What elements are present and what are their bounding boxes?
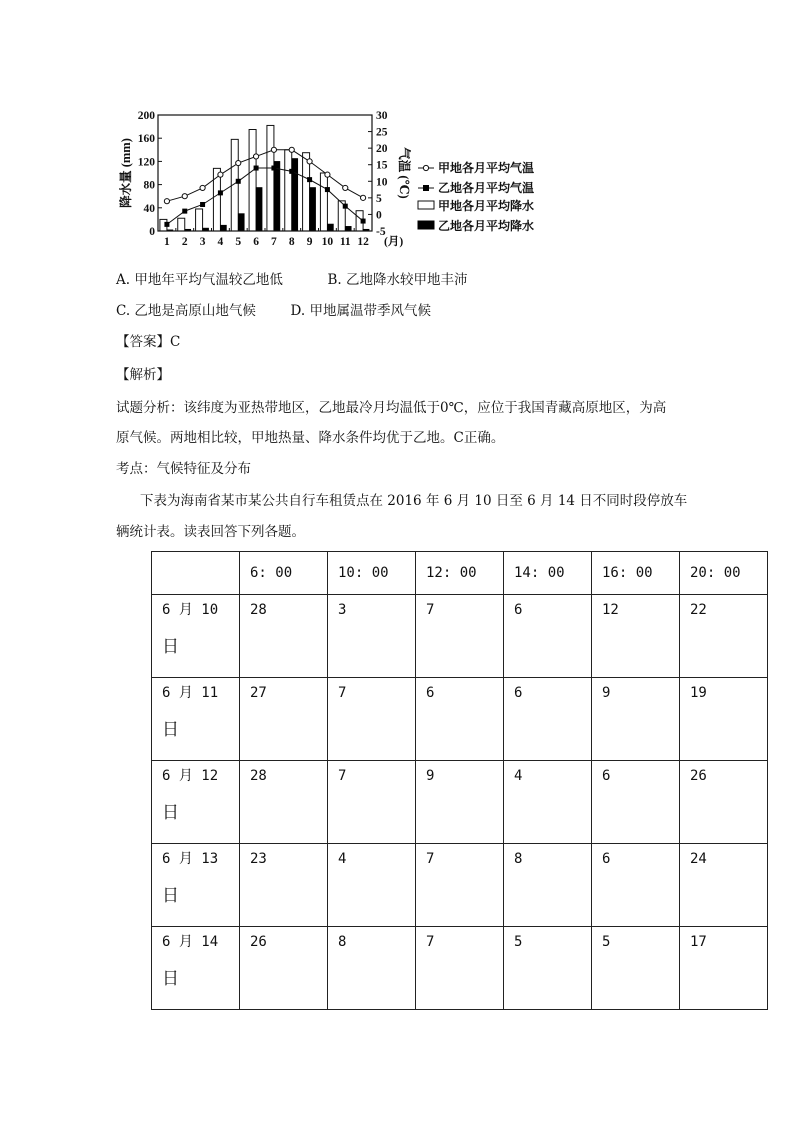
legend-label: 乙地各月平均气温 [438,181,535,195]
legend-label: 乙地各月平均降水 [438,219,535,233]
x-tick-label: 6 [253,236,259,248]
option-a: A. 甲地年平均气温较乙地低 [116,272,283,288]
bar-yi-precip [256,188,262,232]
bar-jia-precip [249,130,256,232]
date-label-day: 日 [162,969,179,989]
table-cell: 26 [680,761,768,844]
point-jia-temp [271,147,276,152]
bar-yi-precip [220,225,226,231]
x-tick-label: 11 [339,236,351,248]
table-cell: 28 [240,595,328,678]
point-jia-temp [164,199,169,204]
table-cell: 17 [680,927,768,1010]
point-jia-temp [343,185,348,190]
table-cell: 6 [504,678,592,761]
table-cell: 12 [592,595,680,678]
legend-marker-jia [423,165,428,170]
analysis-line-2: 原气候。两地相比较，甲地热量、降水条件均优于乙地。C正确。 [116,430,505,446]
analysis-line-1: 试题分析：该纬度为亚热带地区，乙地最冷月均温低于0℃，应位于我国青藏高原地区，为高 [116,400,667,416]
table-cell: 26 [240,927,328,1010]
table-cell: 7 [416,595,504,678]
left-tick-label: 120 [137,156,155,169]
x-tick-label: 9 [306,236,313,248]
x-tick-label: 3 [199,236,206,248]
table-cell: 24 [680,844,768,927]
x-tick-label: 2 [181,236,188,248]
point-yi-temp [325,187,330,192]
table-cell: 9 [592,678,680,761]
right-tick-label: 15 [376,159,388,172]
date-label-day: 日 [162,886,179,906]
intro-line-1: 下表为海南省某市某公共自行车租赁点在 2016 年 6 月 10 日至 6 月 14 日不同时段停放车 [140,493,688,509]
point-jia-temp [218,172,223,177]
bar-yi-precip [310,188,316,232]
date-label-day: 日 [162,637,179,657]
x-tick-label: 8 [288,236,295,248]
right-tick-label: 30 [376,110,388,122]
table-cell: 8 [504,844,592,927]
legend-marker-yi [423,185,429,191]
y-axis-title: 降水量 (mm) [119,138,133,208]
date-label: 6 月 12 [162,768,219,784]
line-jia-temp [167,150,363,201]
table-row [152,678,768,761]
bar-jia-precip [320,173,327,231]
point-jia-temp [360,195,365,200]
table-date-cell [152,595,240,678]
x-tick-label: 7 [271,236,277,248]
right-tick-label: 10 [376,176,388,189]
y2-axis-title: 气温 (℃) [397,147,411,199]
table-row [152,927,768,1010]
bike-count-table [151,551,768,1010]
table-header-cell: 20: 00 [680,552,768,595]
x-tick-label: 1 [164,236,170,248]
climate-chart [118,106,568,258]
bar-yi-precip [345,226,351,231]
table-cell: 7 [416,844,504,927]
table-header-cell: 10: 00 [328,552,416,595]
table-cell: 5 [592,927,680,1010]
date-label-day: 日 [162,803,179,823]
point-jia-temp [325,172,330,177]
table-cell: 7 [416,927,504,1010]
point-yi-temp [254,166,259,171]
point-yi-temp [236,179,241,184]
x-tick-label: 4 [217,236,224,248]
table-cell: 6 [416,678,504,761]
point-jia-temp [307,159,312,164]
point-yi-temp [343,204,348,209]
right-tick-label: 0 [376,209,382,222]
right-tick-label: 5 [376,192,382,205]
table-cell: 8 [328,927,416,1010]
table-date-cell [152,761,240,844]
table-cell: 5 [504,927,592,1010]
table-cell: 9 [416,761,504,844]
legend-label: 甲地各月平均气温 [438,161,535,175]
legend-label: 甲地各月平均降水 [438,199,535,213]
table-row [152,595,768,678]
date-label-day: 日 [162,720,179,740]
bar-yi-precip [238,214,244,231]
left-tick-label: 40 [143,202,155,215]
table-cell: 7 [328,761,416,844]
right-tick-label: 20 [376,143,388,156]
table-cell: 4 [504,761,592,844]
point-jia-temp [253,154,258,159]
table-cell: 6 [592,844,680,927]
right-tick-label: -5 [376,226,386,238]
x-tick-label: 10 [321,236,334,248]
table-cell: 6 [592,761,680,844]
table-cell: 6 [504,595,592,678]
left-tick-label: 160 [137,133,155,146]
table-date-cell [152,927,240,1010]
point-jia-temp [236,160,241,165]
intro-line-2: 辆统计表。读表回答下列各题。 [116,524,305,540]
table-cell: 4 [328,844,416,927]
point-yi-temp [289,169,294,174]
analysis-title: 【解析】 [116,367,170,383]
bar-jia-precip [267,125,274,231]
point-yi-temp [182,209,187,214]
point-yi-temp [361,219,366,224]
table-cell: 28 [240,761,328,844]
bar-jia-precip [196,209,203,231]
table-header-cell: 14: 00 [504,552,592,595]
bar-jia-precip [285,150,292,231]
chart-plot-area [160,125,369,231]
point-yi-temp [307,177,312,182]
date-label: 6 月 10 [162,602,219,618]
bar-jia-precip [178,218,185,231]
table-header-cell: 16: 00 [592,552,680,595]
chart-legend [418,160,534,233]
x-tick-label: 12 [357,236,369,248]
bar-jia-precip [303,153,310,231]
right-tick-label: 25 [376,126,388,139]
table-cell: 23 [240,844,328,927]
point-yi-temp [200,202,205,207]
table-header-cell: 6: 00 [240,552,328,595]
left-tick-label: 0 [149,226,155,238]
point-yi-temp [271,166,276,171]
table-row [152,761,768,844]
option-c-d [116,299,431,319]
table-header-cell: 12: 00 [416,552,504,595]
table-date-cell [152,678,240,761]
answer-line: 【答案】C [116,334,181,350]
point-yi-temp [164,222,169,227]
table-cell: 22 [680,595,768,678]
point-jia-temp [289,147,294,152]
option-d: D. 甲地属温带季风气候 [290,303,431,319]
table-cell: 27 [240,678,328,761]
date-label: 6 月 13 [162,851,219,867]
x-axis-unit: (月) [384,236,404,248]
legend-swatch-yi-precip [418,221,434,229]
table-cell: 7 [328,678,416,761]
kaodian-line: 考点：气候特征及分布 [116,461,251,477]
legend-swatch-jia-precip [418,201,434,209]
x-tick-label: 5 [235,236,242,248]
date-label: 6 月 11 [162,685,219,701]
bar-yi-precip [327,224,333,231]
option-c: C. 乙地是高原山地气候 [116,303,256,319]
table-date-cell [152,844,240,927]
point-jia-temp [200,185,205,190]
option-b: B. 乙地降水较甲地丰沛 [327,272,468,288]
table-cell: 3 [328,595,416,678]
table-corner-cell [152,552,240,595]
table-cell: 19 [680,678,768,761]
bar-yi-precip [274,161,280,231]
left-tick-label: 80 [143,179,155,192]
left-tick-label: 200 [137,110,155,122]
table-row [152,844,768,927]
point-jia-temp [182,194,187,199]
date-label: 6 月 14 [162,934,219,950]
point-yi-temp [218,190,223,195]
option-a-b [116,268,467,288]
table-header-row [152,552,768,595]
